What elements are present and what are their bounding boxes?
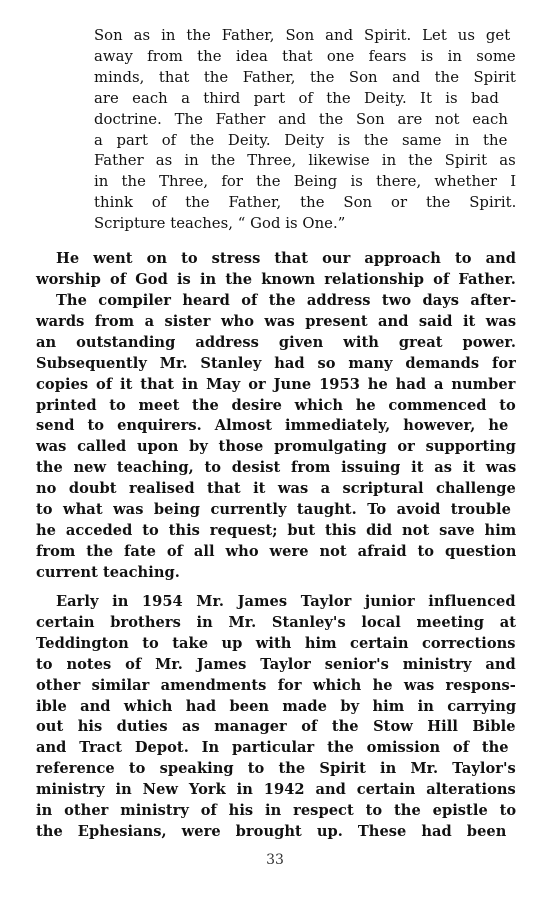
text-line: to notes of Mr. James Taylor senior's ministry and bbox=[36, 655, 516, 673]
text-line: to what was being currently taught. To avoid trouble bbox=[36, 501, 511, 518]
text-line: are each a third part of the Deity. It is bad bbox=[94, 89, 499, 107]
text-line: Early in 1954 Mr. James Taylor junior influenced bbox=[56, 593, 516, 610]
text-line: reference to speaking to the Spirit in Mr. Taylor's bbox=[36, 760, 516, 778]
text-line: in the Three, for the Being is there, whether I bbox=[94, 173, 517, 191]
text-line: the new teaching, to desist from issuing it as it was bbox=[36, 459, 517, 477]
text-line: the Ephesians, were brought up. These had been bbox=[36, 822, 507, 840]
text-line: he acceded to this request; but this did not save him bbox=[36, 521, 517, 539]
text-line: printed to meet the desire which he commenced to bbox=[36, 396, 516, 414]
text-line: Subsequently Mr. Stanley had so many demands for bbox=[36, 354, 516, 372]
text-line: from the fate of all who were not afraid to question bbox=[36, 542, 517, 560]
text-line: and Tract Depot. In particular the omission of the bbox=[36, 739, 509, 757]
text-line: think of the Father, the Son or the Spirit. bbox=[94, 194, 517, 212]
text-line: copies of it that in May or June 1953 he had a number bbox=[36, 375, 516, 393]
text-line: away from the idea that one fears is in some bbox=[94, 47, 516, 65]
page-number: 33 bbox=[266, 852, 284, 868]
text-line: send to enquirers. Almost immediately, however, he bbox=[36, 417, 509, 435]
text-line: was called upon by those promulgating or supporting bbox=[36, 438, 516, 456]
text-line: Scripture teaches, “ God is One.” bbox=[94, 215, 346, 233]
text-line: ible and which had been made by him in carrying bbox=[36, 697, 517, 715]
text-line: Teddington to take up with him certain corrections bbox=[36, 634, 516, 652]
text-line: a part of the Deity. Deity is the same in the bbox=[94, 131, 508, 149]
text-line: ministry in New York in 1942 and certain alterations bbox=[36, 781, 516, 799]
text-line: worship of God is in the known relationship of Father. bbox=[36, 270, 516, 288]
text-line: no doubt realised that it was a scriptural challenge bbox=[36, 480, 516, 498]
text-line: wards from a sister who was present and said it was bbox=[36, 312, 517, 330]
text-line: an outstanding address given with great power. bbox=[36, 333, 516, 351]
text-line: current teaching. bbox=[36, 563, 180, 581]
text-line: minds, that the Father, the Son and the Spirit bbox=[94, 68, 516, 86]
text-line: He went on to stress that our approach to and bbox=[56, 250, 516, 267]
text-line: doctrine. The Father and the Son are not each bbox=[94, 110, 508, 128]
text-line: Son as in the Father, Son and Spirit. Let us get bbox=[94, 27, 511, 44]
text-line: in other ministry of his in respect to the epistle to bbox=[36, 802, 517, 819]
text-line: out his duties as manager of the Stow Hill Bible bbox=[36, 718, 516, 736]
text-line: other similar amendments for which he was respons- bbox=[36, 676, 516, 694]
text-line: The compiler heard of the address two days after- bbox=[56, 292, 517, 309]
text-line: certain brothers in Mr. Stanley's local meeting at bbox=[36, 613, 516, 631]
text-line: Father as in the Three, likewise in the Spirit as bbox=[94, 152, 516, 170]
